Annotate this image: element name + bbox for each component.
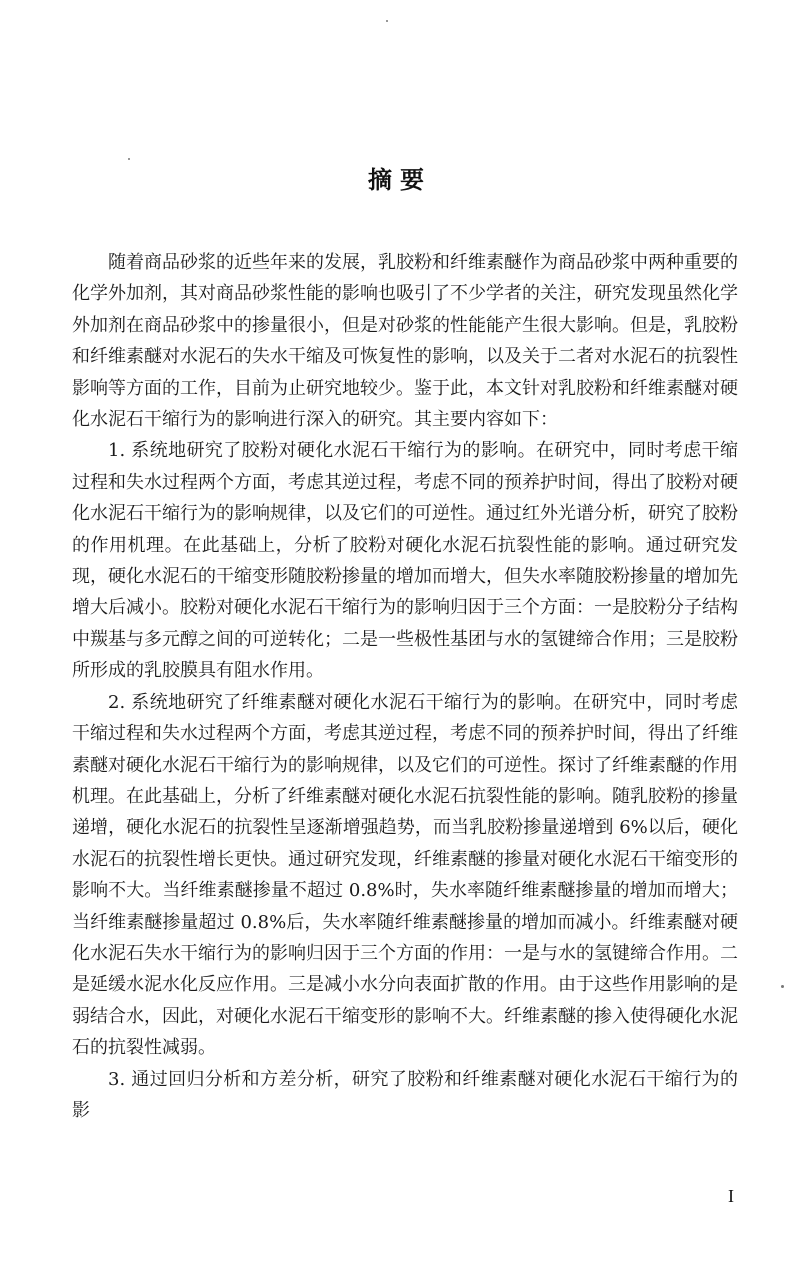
finding-paragraph-1: 1. 系统地研究了胶粉对硬化水泥石干缩行为的影响。在研究中，同时考虑干缩过程和失水过程两个方面，考虑其逆过程，考虑不同的预养护时间，得出了胶粉对硬化水泥石干缩行为的影响规律，以及它们的可逆性。通过红外光谱分析，研究了胶粉的作用机理。在此基础上，分析了胶粉对硬化水泥石抗裂性能的影响。通过研究发现，硬化水泥石的干缩变形随胶粉掺量的增加而增大，但失水率随胶粉掺量的增加先增大后减小。胶粉对硬化水泥石干缩行为的影响归因于三个方面：一是胶粉分子结构中羰基与多元醇之间的可逆转化；二是一些极性基团与水的氢键缔合作用；三是胶粉所形成的乳胶膜具有阻水作用。 [72,440,738,682]
intro-paragraph: 随着商品砂浆的近些年来的发展，乳胶粉和纤维素醚作为商品砂浆中两种重要的化学外加剂，其对商品砂浆性能的影响也吸引了不少学者的关注，研究发现虽然化学外加剂在商品砂浆中的掺量很小，但是对砂浆的性能能产生很大影响。但是，乳胶粉和纤维素醚对水泥石的失水干缩及可恢复性的影响，以及关于二者对水泥石的抗裂性影响等方面的工作，目前为止研究地较少。鉴于此，本文针对乳胶粉和纤维素醚对硬化水泥石干缩行为的影响进行深入的研究。其主要内容如下： [72,252,738,431]
scan-speck [128,158,130,160]
page-number: I [728,1186,734,1206]
scan-speck [781,985,784,988]
scan-speck [386,20,388,22]
finding-paragraph-3: 3. 通过回归分析和方差分析，研究了胶粉和纤维素醚对硬化水泥石干缩行为的影 [72,1068,738,1121]
finding-paragraph-2: 2. 系统地研究了纤维素醚对硬化水泥石干缩行为的影响。在研究中，同时考虑干缩过程和失水过程两个方面，考虑其逆过程，考虑不同的预养护时间，得出了纤维素醚对硬化水泥石干缩行为的影响规律，以及它们的可逆性。探讨了纤维素醚的作用机理。在此基础上，分析了纤维素醚对硬化水泥石抗裂性能的影响。随乳胶粉的掺量递增，硬化水泥石的抗裂性呈逐渐增强趋势，而当乳胶粉掺量递增到 6%以后，硬化水泥石的抗裂性增长更快。通过研究发现，纤维素醚的掺量对硬化水泥石干缩变形的影响不大。当纤维素醚掺量不超过 0.8%时，失水率随纤维素醚掺量的增加而增大；当纤维素醚掺量超过 0.8%后，失水率随纤维素醚掺量的增加而减小。纤维素醚对硬化水泥石失水干缩行为的影响归因于三个方面的作用：一是与水的氢键缔合作用。二是延缓水泥水化反应作用。三是减小水分向表面扩散的作用。由于这些作用影响的是弱结合水，因此，对硬化水泥石干缩变形的影响不大。纤维素醚的掺入使得硬化水泥石的抗裂性减弱。 [72,691,738,1059]
abstract-title: 摘要 [368,166,432,194]
abstract-body [72,247,738,1126]
